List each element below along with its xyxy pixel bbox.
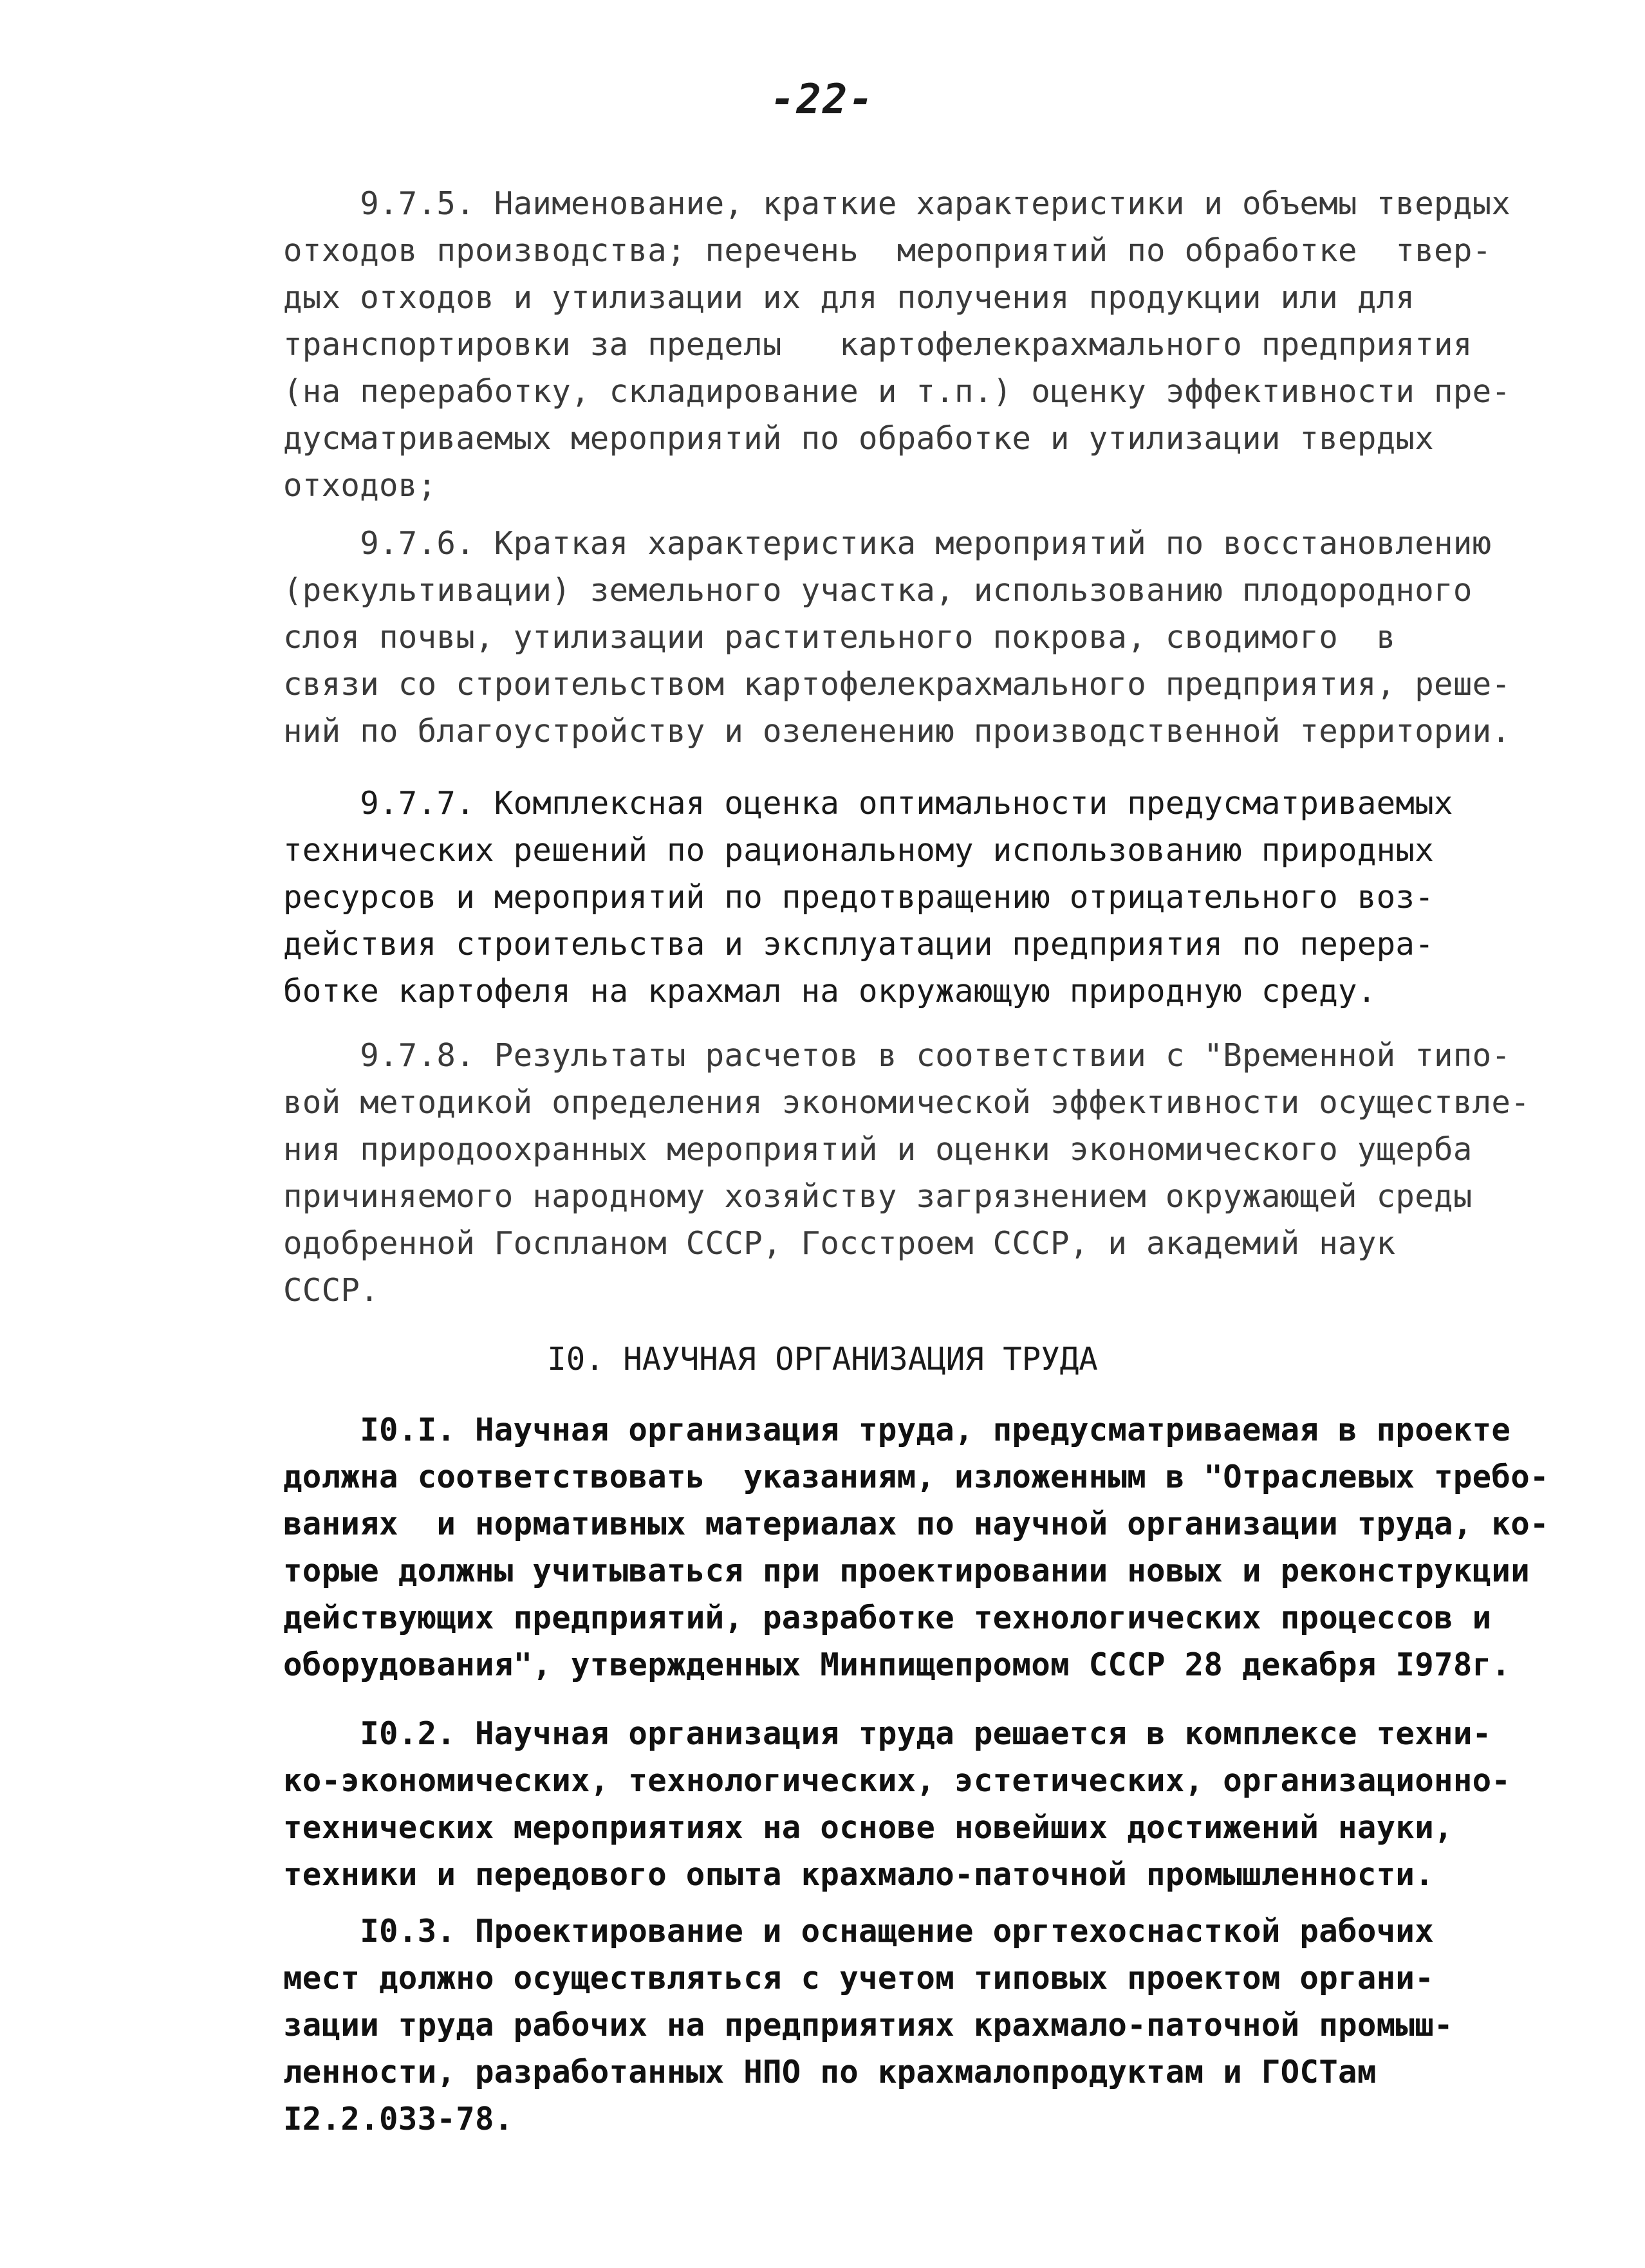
text-line: ботке картофеля на крахмал на окружающую природную среду.	[283, 973, 1377, 1010]
text-line: отходов;	[283, 467, 437, 504]
text-line: ленности, разработанных НПО по крахмалопродуктам и ГОСТам	[283, 2054, 1377, 2090]
text-line: действия строительства и эксплуатации предприятия по перера-	[283, 926, 1435, 963]
text-line: зации труда рабочих на предприятиях крахмало-паточной промыш-	[283, 2007, 1453, 2043]
text-line: дых отходов и утилизации их для получения продукции или для	[283, 279, 1415, 316]
text-line: СССР.	[283, 1272, 380, 1309]
text-line: слоя почвы, утилизации растительного покрова, сводимого в	[283, 619, 1396, 656]
text-line: техники и передового опыта крахмало-паточной промышленности.	[283, 1856, 1435, 1893]
text-line: отходов производства; перечень мероприятий по обработке твер-	[283, 232, 1492, 269]
text-line: дусматриваемых мероприятий по обработке и утилизации твердых	[283, 420, 1435, 457]
text-line: вой методикой определения экономической эффективности осуществле-	[283, 1084, 1530, 1121]
text-line: ресурсов и мероприятий по предотвращению отрицательного воз-	[283, 879, 1435, 916]
paragraph-9-7-6	[283, 520, 1564, 755]
text-line: ваниях и нормативных материалах по научной организации труда, ко-	[283, 1506, 1549, 1542]
text-line: 9.7.6. Краткая характеристика мероприятий по восстановлению	[283, 525, 1492, 562]
text-line: одобренной Госпланом СССР, Госстроем СССР, и академий наук	[283, 1225, 1396, 1262]
text-line: (рекультивации) земельного участка, использованию плодородного	[283, 572, 1473, 609]
section-heading: I0. НАУЧНАЯ ОРГАНИЗАЦИЯ ТРУДА	[547, 1341, 1098, 1378]
text-line: I2.2.033-78.	[283, 2101, 514, 2137]
paragraph-10-2	[283, 1710, 1564, 1898]
text-line: ний по благоустройству и озеленению производственной территории.	[283, 713, 1511, 750]
text-line: действующих предприятий, разработке технологических процессов и	[283, 1600, 1492, 1636]
text-line: ко-экономических, технологических, эстетических, организационно-	[283, 1762, 1511, 1799]
text-line: мест должно осуществляться с учетом типовых проектом органи-	[283, 1960, 1435, 1996]
paragraph-9-7-7	[283, 780, 1564, 1015]
page-number: -22-	[770, 76, 875, 124]
paragraph-10-3	[283, 1908, 1564, 2143]
text-line: ния природоохранных мероприятий и оценки экономического ущерба	[283, 1131, 1473, 1168]
paragraph-9-7-5	[283, 180, 1564, 509]
paragraph-9-7-8	[283, 1032, 1564, 1314]
text-line: должна соответствовать указаниям, изложенным в "Отраслевых требо-	[283, 1459, 1549, 1495]
text-line: причиняемого народному хозяйству загрязнением окружающей среды	[283, 1178, 1473, 1215]
text-line: оборудования", утвержденных Минпищепромом СССР 28 декабря I978г.	[283, 1646, 1511, 1683]
text-line: торые должны учитываться при проектировании новых и реконструкции	[283, 1553, 1530, 1589]
text-line: 9.7.8. Результаты расчетов в соответствии с "Временной типо-	[283, 1037, 1511, 1074]
text-line: 9.7.5. Наименование, краткие характеристики и объемы твердых	[283, 185, 1511, 222]
text-line: I0.2. Научная организация труда решается в комплексе техни-	[283, 1715, 1492, 1752]
paragraph-10-1	[283, 1406, 1564, 1688]
text-line: технических решений по рациональному использованию природных	[283, 832, 1435, 869]
text-line: транспортировки за пределы картофелекрахмального предприятия	[283, 326, 1473, 363]
text-line: связи со строительством картофелекрахмального предприятия, реше-	[283, 666, 1511, 703]
text-line: 9.7.7. Комплексная оценка оптимальности предусматриваемых	[283, 785, 1453, 822]
text-line: I0.3. Проектирование и оснащение оргтехоснасткой рабочих	[283, 1913, 1435, 1950]
text-line: (на переработку, складирование и т.п.) оценку эффективности пре-	[283, 373, 1511, 410]
text-line: технических мероприятиях на основе новейших достижений науки,	[283, 1809, 1453, 1846]
text-line: I0.I. Научная организация труда, предусматриваемая в проекте	[283, 1412, 1511, 1448]
